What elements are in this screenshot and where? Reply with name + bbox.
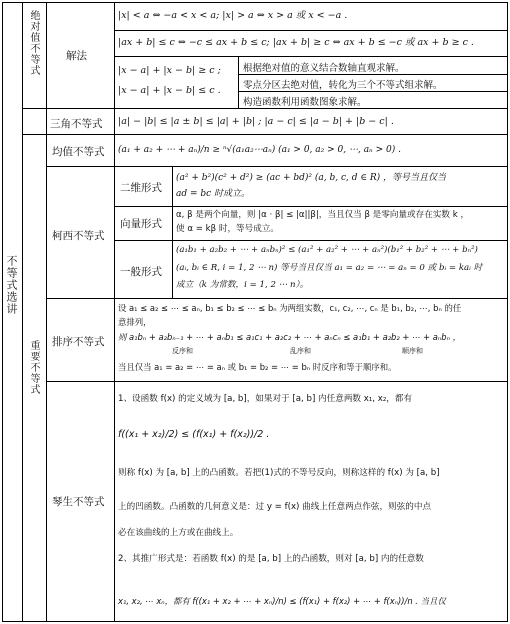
section-label-important: 重要不等式	[28, 340, 39, 395]
cauchy-2d-formula: (a² + b²)(c² + d²) ≥ (ac + bd)² (a, b, c, d ∈ R) ，等号当且仅当	[176, 173, 447, 183]
method-note-2: 零点分区去绝对值，转化为三个不等式组求解。	[243, 80, 443, 91]
cauchy-general-formula: (a₁b₁ + a₂b₂ + ⋯ + aₙbₙ)² ≤ (a₁² + a₂² + ⋯ + aₙ²)(b₁² + b₂² + ⋯ + bₙ²)	[176, 245, 478, 255]
abs-row-3a: |x − a| + |x − b| ≥ c ;	[118, 65, 221, 76]
rearrangement-line-2: 意排列，	[118, 317, 152, 327]
jensen-p2: 则称 f(x) 为 [a, b] 上的凸函数。若把(1)式的不等号反向，则称这样的 f(x) 为 [a, b]	[118, 468, 440, 478]
divider	[22, 134, 507, 135]
rearrangement-line-1: 设 a₁ ≤ a₂ ≤ ⋯ ≤ aₙ, b₁ ≤ b₂ ≤ ⋯ ≤ bₙ 为两组实数，c₁, c₂, ⋯, cₙ 是 b₁, b₂, ⋯, bₙ 的任	[118, 303, 462, 313]
divider	[22, 3, 23, 621]
divider	[238, 91, 507, 92]
jensen-formula-1: f((x₁ + x₂)/2) ≤ (f(x₁) + f(x₂))/2 .	[118, 429, 270, 440]
jensen-p5: 2、其推广形式是：若函数 f(x) 的是 [a, b] 上的凸函数，则对 [a, b] 内的任意数	[118, 554, 424, 564]
cauchy-vec-text: α, β 是两个向量，则 |α · β| ≤ |α||β|，当且仅当 β 是零向量或存在实数 k ，	[176, 210, 470, 220]
random-sum-label: 乱序和	[290, 347, 311, 355]
cauchy-label: 柯西不等式	[52, 230, 105, 242]
rearrangement-line-3: 则 a₁bₙ + a₂bₙ₋₁ + ⋯ + aₙb₁ ≤ a₁c₁ + a₂c₂ + ⋯ + aₙcₙ ≤ a₁b₁ + a₂b₂ + ⋯ + aₙbₙ ，	[118, 332, 461, 342]
method-label: 解法	[66, 50, 87, 62]
triangle-formula: |a| − |b| ≤ |a ± b| ≤ |a| + |b| ; |a − c| ≤ |a − b| + |b − c| .	[118, 116, 394, 127]
cauchy-general-cond: (aᵢ, bᵢ ∈ R, i = 1, 2 ⋯ n) 等号当且仅当 a₁ = a₂ = ⋯ = aₙ = 0 或 bᵢ = kaᵢ 时	[176, 263, 483, 273]
divider	[46, 381, 507, 382]
section-label-abs: 绝对值不等式	[28, 10, 39, 76]
ordered-sum-label: 顺序和	[402, 347, 423, 355]
divider	[22, 108, 507, 109]
triangle-label: 三角不等式	[50, 118, 103, 130]
divider	[46, 298, 507, 299]
reverse-sum-label: 反序和	[172, 347, 193, 355]
divider	[238, 56, 239, 108]
divider	[46, 166, 507, 167]
divider	[114, 240, 507, 241]
divider	[114, 56, 507, 57]
rearrangement-line-4: 当且仅当 a₁ = a₂ = ⋯ = aₙ 或 b₁ = b₂ = ⋯ = bₙ 时反序和等于顺序和。	[118, 362, 397, 372]
cauchy-2d-cond: ad = bc 时成立。	[176, 189, 251, 199]
divider	[114, 206, 507, 207]
cauchy-vec-text2: 使 α = kβ 时，等号成立。	[176, 224, 280, 234]
jensen-p4: 必在该曲线的上方或在曲线上。	[118, 528, 239, 538]
mean-label: 均值不等式	[52, 146, 105, 158]
jensen-p1: 1、设函数 f(x) 的定义域为 [a, b]，如果对于 [a, b] 内任意两数 x₁, x₂，都有	[118, 394, 413, 404]
jensen-label: 琴生不等式	[52, 496, 105, 508]
method-note-1: 根据绝对值的意义结合数轴直观求解。	[243, 63, 405, 74]
mean-formula: (a₁ + a₂ + ⋯ + aₙ)/n ≥ ⁿ√(a₁a₂⋯aₙ) (a₁ > 0, a₂ > 0, ⋯, aₙ > 0) .	[118, 145, 401, 155]
jensen-p3: 上的凹函数。凸函数的几何意义是：过 y = f(x) 曲线上任意两点作弦，则弦的中点	[118, 502, 432, 512]
cauchy-general-label: 一般形式	[120, 266, 162, 278]
rearrangement-label: 排序不等式	[52, 336, 105, 348]
abs-row-1: |x| < a ⇔ −a < x < a; |x| > a ⇔ x > a 或 x < −a .	[118, 10, 348, 21]
abs-row-3b: |x − a| + |x − b| ≤ c .	[118, 85, 221, 96]
cauchy-2d-label: 二维形式	[120, 182, 162, 194]
divider	[172, 166, 173, 298]
cauchy-vec-label: 向量形式	[120, 218, 162, 230]
divider	[114, 30, 507, 31]
abs-row-2: |ax + b| ≤ c ⇔ −c ≤ ax + b ≤ c; |ax + b| ≥ c ⇔ ax + b ≤ −c 或 ax + b ≥ c .	[118, 37, 474, 48]
section-label-other: 不等式选讲	[5, 255, 18, 315]
method-note-3: 构造函数利用函数图象求解。	[243, 97, 367, 108]
jensen-p6: x₁, x₂, ⋯ xₙ，都有 f((x₁ + x₂ + ⋯ + xₙ)/n) ≤ (f(x₁) + f(x₂) + ⋯ + f(xₙ))/n . 当且仅	[118, 596, 446, 606]
divider	[238, 74, 507, 75]
cauchy-general-cond2: 成立（k 为常数，i = 1, 2 ⋯ n）。	[176, 280, 309, 290]
divider	[114, 3, 115, 621]
divider	[46, 3, 47, 621]
